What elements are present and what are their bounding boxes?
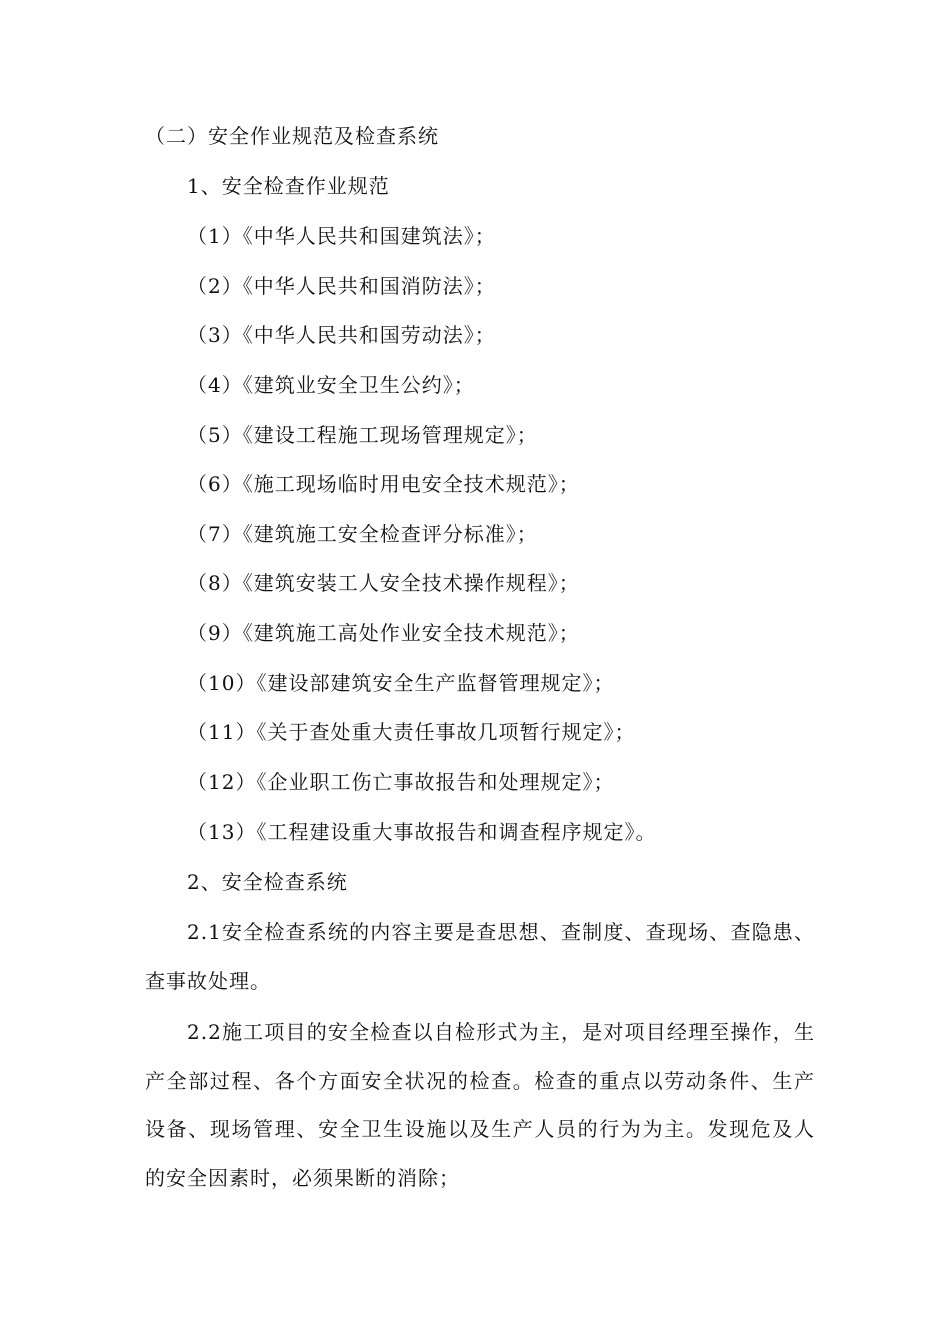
section-heading: （二）安全作业规范及检查系统 — [145, 124, 439, 148]
regulation-item: （12）《企业职工伤亡事故报告和处理规定》； — [187, 770, 615, 794]
regulation-item: （6）《施工现场临时用电安全技术规范》； — [187, 472, 580, 496]
regulation-item: （9）《建筑施工高处作业安全技术规范》； — [187, 621, 580, 645]
regulation-item: （4）《建筑业安全卫生公约》； — [187, 373, 475, 397]
subsection-heading-1: 1、安全检查作业规范 — [187, 174, 390, 198]
regulation-item: （7）《建筑施工安全检查评分标准》； — [187, 522, 538, 546]
regulation-item: （2）《中华人民共和国消防法》； — [187, 274, 496, 298]
regulation-item: （10）《建设部建筑安全生产监督管理规定》； — [187, 671, 615, 695]
regulation-item: （8）《建筑安装工人安全技术操作规程》； — [187, 571, 580, 595]
regulation-item: （3）《中华人民共和国劳动法》； — [187, 323, 496, 347]
regulation-item: （5）《建设工程施工现场管理规定》； — [187, 423, 538, 447]
paragraph-2-2: 2.2施工项目的安全检查以自检形式为主，是对项目经理至操作，生产全部过程、各个方面安全状况的检查。检查的重点以劳动条件、生产设备、现场管理、安全卫生设施以及生产人员的行为为主。发现危及人的安全因素时，必须果断的消除； — [145, 1020, 815, 1190]
regulation-item: （13）《工程建设重大事故报告和调查程序规定》。 — [187, 820, 657, 844]
paragraph-2-1: 2.1安全检查系统的内容主要是查思想、查制度、查现场、查隐患、查事故处理。 — [145, 920, 815, 993]
subsection-heading-2: 2、安全检查系统 — [187, 870, 348, 894]
regulation-item: （1）《中华人民共和国建筑法》； — [187, 224, 496, 248]
regulation-item: （11）《关于查处重大责任事故几项暂行规定》； — [187, 720, 636, 744]
